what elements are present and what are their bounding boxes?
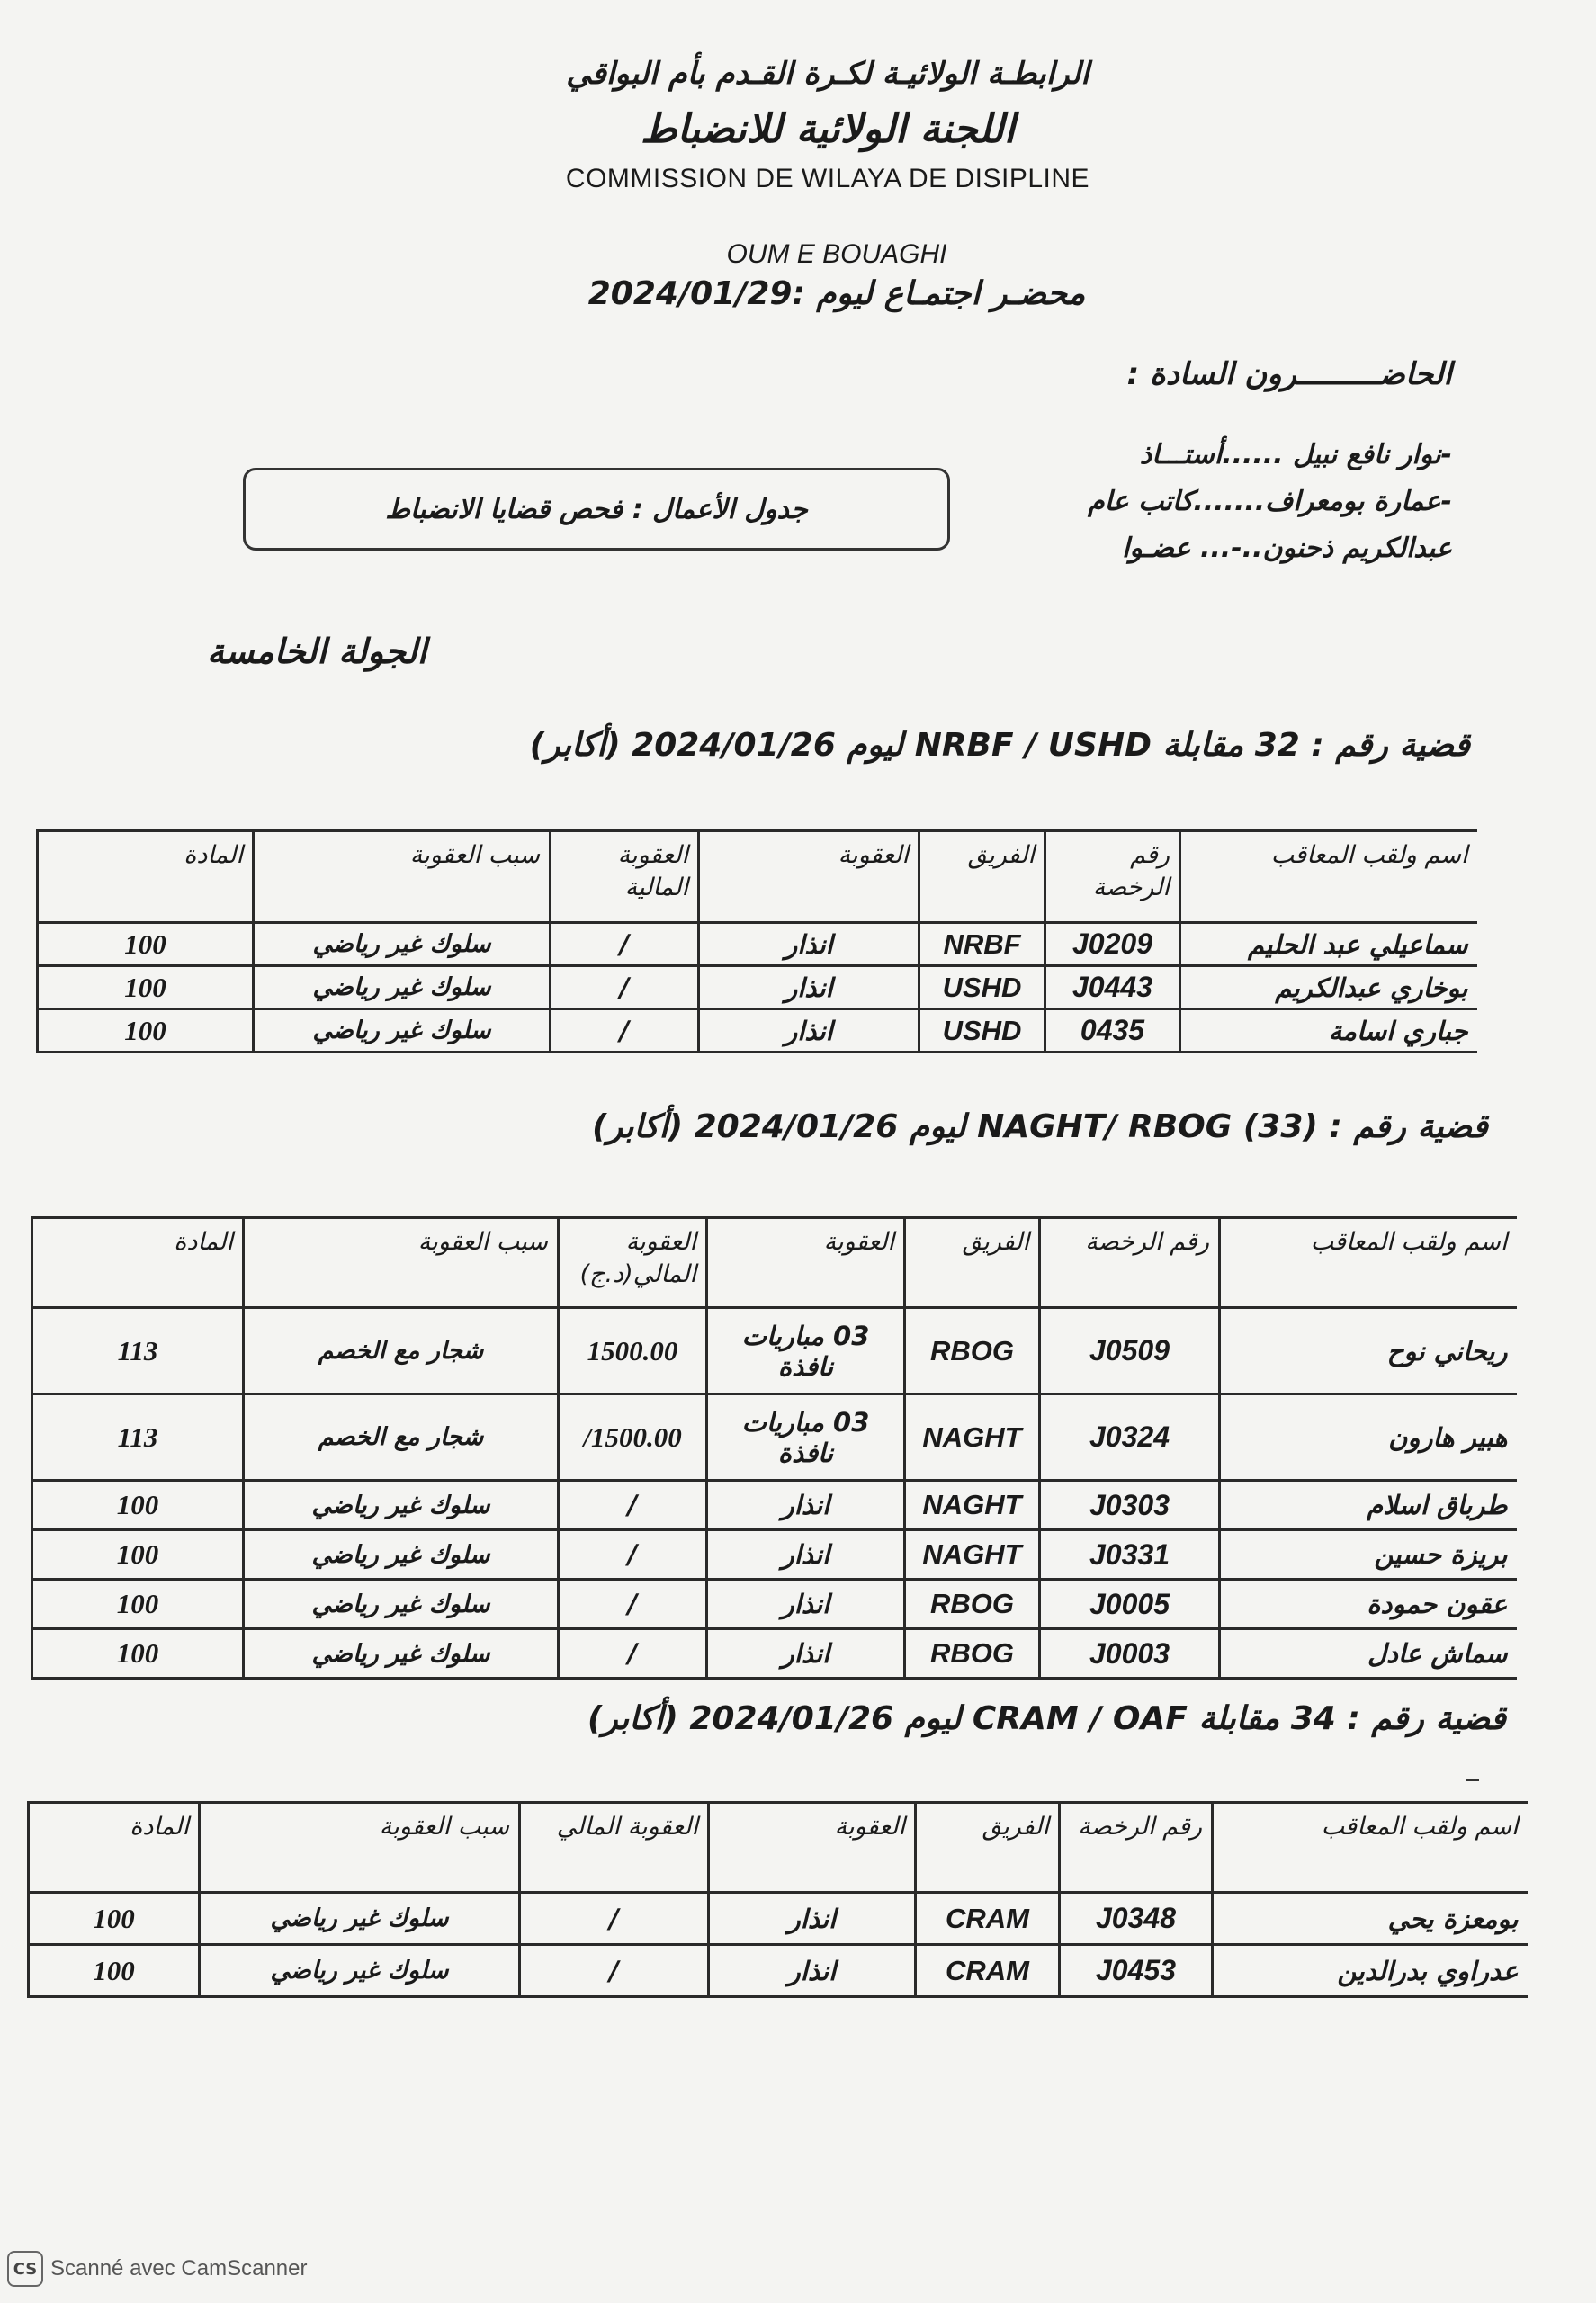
sanction: انذار bbox=[707, 1629, 905, 1679]
sanction: انذار bbox=[709, 1945, 916, 1997]
player-name: سماعيلي عبد الحليم bbox=[1180, 923, 1477, 966]
case-table bbox=[31, 1216, 1517, 1680]
table-row bbox=[38, 966, 1477, 1009]
license-number: J0303 bbox=[1040, 1481, 1220, 1530]
attendance-member: -نوار نافع نبيل ......أستـــاذ bbox=[1139, 439, 1452, 470]
fine: / bbox=[551, 923, 699, 966]
team: NRBF bbox=[919, 923, 1045, 966]
fine: / bbox=[559, 1481, 707, 1530]
header-cell: المادة bbox=[38, 831, 254, 923]
sanction: انذار bbox=[707, 1580, 905, 1629]
license-number: J0331 bbox=[1040, 1530, 1220, 1580]
fine: / bbox=[551, 966, 699, 1009]
article: 100 bbox=[32, 1530, 244, 1580]
fine: 1500.00 bbox=[559, 1308, 707, 1394]
player-name: سماش عادل bbox=[1220, 1629, 1517, 1679]
camscanner-watermark bbox=[7, 2251, 308, 2287]
header-cell: العقوبة bbox=[699, 831, 919, 923]
team: RBOG bbox=[905, 1308, 1040, 1394]
article: 100 bbox=[29, 1893, 200, 1945]
article: 100 bbox=[38, 1009, 254, 1053]
header-cell: العقوبة bbox=[709, 1803, 916, 1893]
license-number: J0324 bbox=[1040, 1394, 1220, 1481]
sanction: انذار bbox=[699, 1009, 919, 1053]
player-name: عدراوي بدرالدين bbox=[1213, 1945, 1528, 1997]
table-row bbox=[32, 1530, 1517, 1580]
table-row bbox=[32, 1580, 1517, 1629]
header-cell: سبب العقوبة bbox=[200, 1803, 520, 1893]
header-cell: المادة bbox=[32, 1218, 244, 1308]
header-cell: الفريق bbox=[916, 1803, 1060, 1893]
reason: سلوك غير رياضي bbox=[244, 1580, 559, 1629]
player-name: بومعزة يحي bbox=[1213, 1893, 1528, 1945]
table-row bbox=[32, 1394, 1517, 1481]
sanction: انذار bbox=[699, 923, 919, 966]
license-number: 0435 bbox=[1045, 1009, 1180, 1053]
team: NAGHT bbox=[905, 1394, 1040, 1481]
sanction: انذار bbox=[709, 1893, 916, 1945]
license-number: J0453 bbox=[1060, 1945, 1213, 1997]
attendance-title: الحاضـــــــــرون السادة : bbox=[1126, 356, 1452, 392]
table-row bbox=[38, 923, 1477, 966]
header-cell: رقم الرخصة bbox=[1040, 1218, 1220, 1308]
reason: سلوك غير رياضي bbox=[244, 1481, 559, 1530]
player-name: هبير هارون bbox=[1220, 1394, 1517, 1481]
dash-mark bbox=[1466, 1779, 1479, 1781]
fine: / bbox=[520, 1893, 709, 1945]
reason: سلوك غير رياضي bbox=[254, 923, 551, 966]
license-number: J0348 bbox=[1060, 1893, 1213, 1945]
reason: سلوك غير رياضي bbox=[254, 1009, 551, 1053]
sanction: 03 مباريات نافذة bbox=[707, 1394, 905, 1481]
sanction: انذار bbox=[707, 1530, 905, 1580]
attendance-member: عبدالكريم ذحنون..-... عضـوا bbox=[1122, 533, 1452, 564]
table-row bbox=[32, 1308, 1517, 1394]
fine: / bbox=[559, 1580, 707, 1629]
table-row bbox=[29, 1945, 1528, 1997]
table-row bbox=[32, 1481, 1517, 1530]
team: NAGHT bbox=[905, 1530, 1040, 1580]
fine: / bbox=[559, 1530, 707, 1580]
license-number: J0005 bbox=[1040, 1580, 1220, 1629]
header-cell: الفريق bbox=[905, 1218, 1040, 1308]
fine: / bbox=[520, 1945, 709, 1997]
city-name: OUM E BOUAGHI bbox=[726, 239, 947, 269]
reason: سلوك غير رياضي bbox=[254, 966, 551, 1009]
header-cell: العقوبة المالي bbox=[520, 1803, 709, 1893]
header-cell: العقوبة المالية bbox=[551, 831, 699, 923]
camscanner-text: Scanné avec CamScanner bbox=[50, 2256, 308, 2281]
case-title: قضية رقم : (33) NAGHT/ RBOG ليوم 2024/01/26 (أكابر) bbox=[592, 1108, 1488, 1145]
player-name: ريحاني نوح bbox=[1220, 1308, 1517, 1394]
team: CRAM bbox=[916, 1945, 1060, 1997]
header-cell: سبب العقوبة bbox=[254, 831, 551, 923]
table-header-row bbox=[38, 831, 1477, 923]
article: 100 bbox=[32, 1629, 244, 1679]
header-cell: المادة bbox=[29, 1803, 200, 1893]
article: 113 bbox=[32, 1394, 244, 1481]
case-table bbox=[27, 1801, 1528, 1998]
header-cell: العقوبة bbox=[707, 1218, 905, 1308]
article: 100 bbox=[38, 966, 254, 1009]
table-header-row bbox=[32, 1218, 1517, 1308]
license-number: J0003 bbox=[1040, 1629, 1220, 1679]
reason: شجار مع الخصم bbox=[244, 1308, 559, 1394]
license-number: J0209 bbox=[1045, 923, 1180, 966]
sanction: انذار bbox=[699, 966, 919, 1009]
commission-title-ar: اللجنة الولائية للانضباط bbox=[640, 106, 1016, 152]
fine: / bbox=[559, 1629, 707, 1679]
team: RBOG bbox=[905, 1580, 1040, 1629]
team: CRAM bbox=[916, 1893, 1060, 1945]
sanction: انذار bbox=[707, 1481, 905, 1530]
attendance-member: -عمارة بومعراف.......كاتب عام bbox=[1088, 486, 1452, 517]
reason: سلوك غير رياضي bbox=[244, 1629, 559, 1679]
sanction: 03 مباريات نافذة bbox=[707, 1308, 905, 1394]
case-title: قضية رقم : 32 مقابلة NRBF / USHD ليوم 2024/01/26 (أكابر) bbox=[529, 727, 1470, 764]
article: 113 bbox=[32, 1308, 244, 1394]
league-name: الرابطـة الولائيـة لكـرة القـدم بأم البواقي bbox=[566, 56, 1089, 92]
table-row bbox=[32, 1629, 1517, 1679]
header-cell: رقم الرخصة bbox=[1045, 831, 1180, 923]
header-cell: رقم الرخصة bbox=[1060, 1803, 1213, 1893]
meeting-date: محضـر اجتمـاع ليوم :2024/01/29 bbox=[587, 275, 1086, 312]
player-name: جباري اسامة bbox=[1180, 1009, 1477, 1053]
team: RBOG bbox=[905, 1629, 1040, 1679]
article: 100 bbox=[29, 1945, 200, 1997]
header-cell: اسم ولقب المعاقب bbox=[1220, 1218, 1517, 1308]
header-cell: اسم ولقب المعاقب bbox=[1213, 1803, 1528, 1893]
header-cell: اسم ولقب المعاقب bbox=[1180, 831, 1477, 923]
player-name: بوخاري عبدالكريم bbox=[1180, 966, 1477, 1009]
case-title: قضية رقم : 34 مقابلة CRAM / OAF ليوم 2024/01/26 (أكابر) bbox=[587, 1700, 1506, 1737]
header-cell: العقوبة المالي(د.ج) bbox=[559, 1218, 707, 1308]
table-row bbox=[38, 1009, 1477, 1053]
team: USHD bbox=[919, 1009, 1045, 1053]
camscanner-logo-icon: CS bbox=[7, 2251, 43, 2287]
reason: شجار مع الخصم bbox=[244, 1394, 559, 1481]
reason: سلوك غير رياضي bbox=[200, 1945, 520, 1997]
case-table bbox=[36, 829, 1477, 1053]
commission-title-fr: COMMISSION DE WILAYA DE DISIPLINE bbox=[565, 164, 1090, 193]
team: NAGHT bbox=[905, 1481, 1040, 1530]
player-name: بريزة حسين bbox=[1220, 1530, 1517, 1580]
article: 100 bbox=[32, 1481, 244, 1530]
fine: / bbox=[551, 1009, 699, 1053]
license-number: J0443 bbox=[1045, 966, 1180, 1009]
reason: سلوك غير رياضي bbox=[200, 1893, 520, 1945]
license-number: J0509 bbox=[1040, 1308, 1220, 1394]
table-header-row bbox=[29, 1803, 1528, 1893]
article: 100 bbox=[32, 1580, 244, 1629]
round-title: الجولة الخامسة bbox=[207, 632, 427, 671]
team: USHD bbox=[919, 966, 1045, 1009]
reason: سلوك غير رياضي bbox=[244, 1530, 559, 1580]
article: 100 bbox=[38, 923, 254, 966]
agenda-box bbox=[243, 468, 950, 551]
agenda-text: جدول الأعمال : فحص قضايا الانضباط bbox=[385, 493, 808, 525]
header-cell: سبب العقوبة bbox=[244, 1218, 559, 1308]
header-cell: الفريق bbox=[919, 831, 1045, 923]
player-name: عقون حمودة bbox=[1220, 1580, 1517, 1629]
table-row bbox=[29, 1893, 1528, 1945]
fine: 1500.00/ bbox=[559, 1394, 707, 1481]
player-name: طرباق اسلام bbox=[1220, 1481, 1517, 1530]
